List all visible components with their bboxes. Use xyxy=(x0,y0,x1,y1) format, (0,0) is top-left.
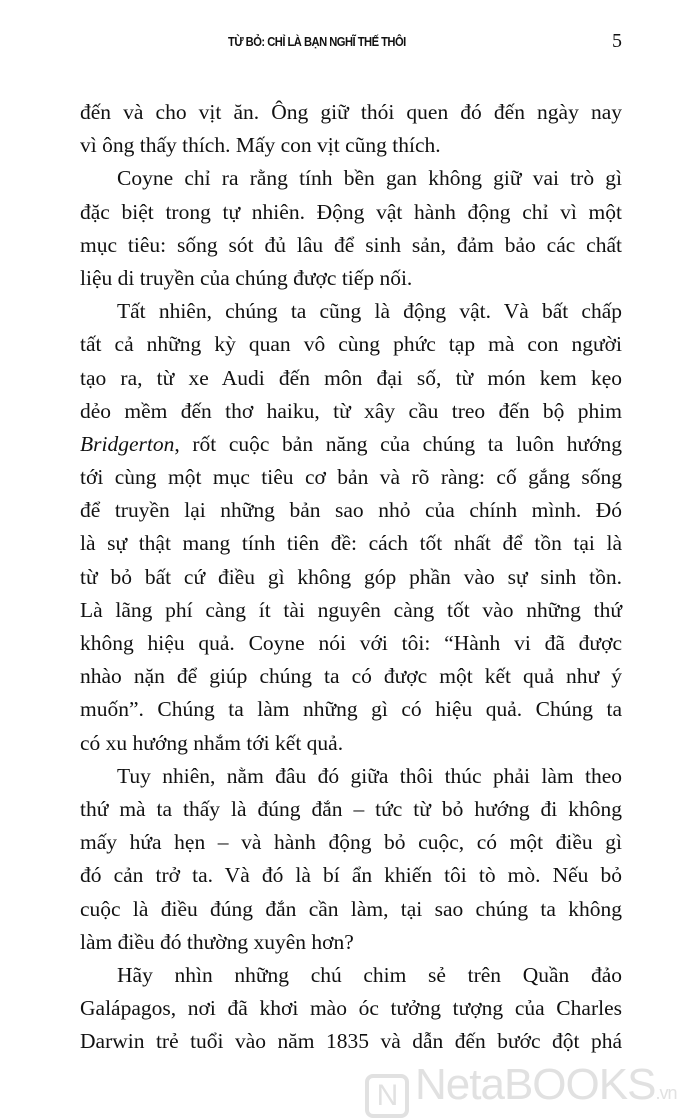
text-line xyxy=(80,793,622,826)
text-line xyxy=(80,594,622,627)
line-text: Galápagos, nơi đã khơi mào óc tưởng tượng của Charles xyxy=(80,996,622,1021)
text-line xyxy=(80,362,622,395)
netabooks-logo-icon: N xyxy=(365,1074,409,1118)
text-line xyxy=(80,96,622,129)
text-line xyxy=(80,893,622,926)
text-line xyxy=(80,494,622,527)
line-text: đến và cho vịt ăn. Ông giữ thói quen đó đến ngày nay xyxy=(80,100,622,124)
text-line xyxy=(80,693,622,726)
text-line xyxy=(80,162,622,195)
page-header xyxy=(0,32,700,58)
line-text: Tuy nhiên, nằm đâu đó giữa thôi thúc phải làm theo xyxy=(117,763,622,788)
line-text: từ bỏ bất cứ điều gì không góp phần vào sự sinh tồn. xyxy=(80,564,622,589)
text-line xyxy=(80,527,622,560)
line-text: muốn”. Chúng ta làm những gì có hiệu quả. Chúng ta xyxy=(80,697,622,722)
line-text: nhào nặn để giúp chúng ta có được một kết quả như ý xyxy=(80,664,622,689)
text-line xyxy=(80,295,622,328)
text-line xyxy=(80,328,622,361)
page-number: 5 xyxy=(612,30,622,52)
line-text: cuộc là điều đúng đắn cần làm, tại sao chúng ta không xyxy=(80,896,622,921)
text-line xyxy=(80,926,622,959)
text-line xyxy=(80,461,622,494)
text-line xyxy=(80,196,622,229)
line-text: đó cản trở ta. Và đó là bí ẩn khiến tôi tò mò. Nếu bỏ xyxy=(80,863,622,888)
text-line xyxy=(80,395,622,428)
line-text: tạo ra, từ xe Audi đến môn đại số, từ món kem kẹo xyxy=(80,365,622,390)
line-text: Coyne chỉ ra rằng tính bền gan không giữ vai trò gì xyxy=(117,166,622,191)
line-text: tất cả những kỳ quan vô cùng phức tạp mà con người xyxy=(80,332,622,357)
text-line xyxy=(80,760,622,793)
line-text: mấy hứa hẹn – và hành động bỏ cuộc, có một điều gì xyxy=(80,830,622,855)
line-text: có xu hướng nhắm tới kết quả. xyxy=(80,730,344,755)
text-line xyxy=(80,262,622,295)
line-text: không hiệu quả. Coyne nói với tôi: “Hành vi đã được xyxy=(80,631,622,655)
text-line xyxy=(80,959,622,992)
line-text: tới cùng một mục tiêu cơ bản và rõ ràng: cố gắng sống xyxy=(80,465,622,490)
text-line xyxy=(80,992,622,1025)
text-line xyxy=(80,229,622,262)
text-line xyxy=(80,859,622,892)
line-text: dẻo mềm đến thơ haiku, từ xây cầu treo đến bộ phim xyxy=(80,398,622,423)
line-text: liệu di truyền của chúng được tiếp nối. xyxy=(80,265,413,290)
text-line xyxy=(80,826,622,859)
line-text: Tất nhiên, chúng ta cũng là động vật. Và bất chấp xyxy=(117,299,622,324)
watermark-suffix: .vn xyxy=(655,1083,677,1103)
text-line xyxy=(80,428,622,461)
line-text: vì ông thấy thích. Mấy con vịt cũng thích. xyxy=(80,133,441,158)
line-text: làm điều đó thường xuyên hơn? xyxy=(80,929,354,954)
line-text: , rốt cuộc bản năng của chúng ta luôn hướng xyxy=(174,431,622,456)
line-text: để truyền lại những bản sao nhỏ của chính mình. Đó xyxy=(80,498,622,523)
text-line xyxy=(80,627,622,660)
watermark xyxy=(365,1060,676,1118)
text-line xyxy=(80,1025,622,1058)
italic-title: Bridgerton xyxy=(80,431,175,456)
line-text: đặc biệt trong tự nhiên. Động vật hành động chỉ vì một xyxy=(80,199,622,224)
text-line xyxy=(80,727,622,760)
line-text: Darwin trẻ tuổi vào năm 1835 và dẫn đến bước đột phá xyxy=(80,1029,622,1054)
text-line xyxy=(80,129,622,162)
running-title: TỪ BỎ: CHỈ LÀ BẠN NGHĨ THẾ THÔI xyxy=(228,34,406,49)
body-text xyxy=(80,96,622,1058)
line-text: Hãy nhìn những chú chim sẻ trên Quần đảo xyxy=(117,962,622,987)
line-text: Là lãng phí càng ít tài nguyên càng tốt vào những thứ xyxy=(80,597,622,622)
text-line xyxy=(80,561,622,594)
line-text: là sự thật mang tính tiên đề: cách tốt nhất để tồn tại là xyxy=(80,531,622,556)
text-line xyxy=(80,660,622,693)
watermark-brand: NetaBOOKS xyxy=(415,1060,656,1109)
line-text: thứ mà ta thấy là đúng đắn – tức từ bỏ hướng đi không xyxy=(80,796,622,821)
line-text: mục tiêu: sống sót đủ lâu để sinh sản, đảm bảo các chất xyxy=(80,232,622,257)
